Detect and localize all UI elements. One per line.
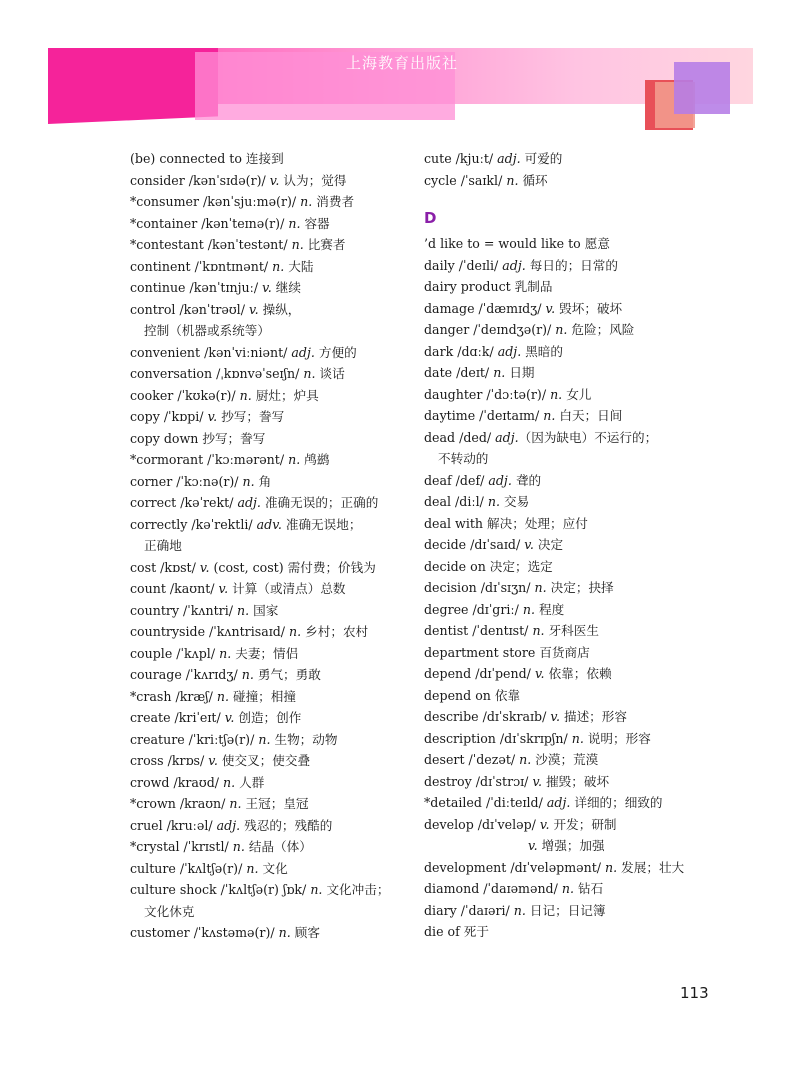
glossary-entry [424, 728, 714, 750]
entry-gloss: 谈话 [315, 366, 345, 381]
glossary-entry [424, 706, 714, 728]
entry-gloss: 详细的；细致的 [570, 795, 663, 810]
entry-head: deal with 解决；处理；应付 [424, 515, 588, 531]
entry-gloss: 大陆 [284, 258, 314, 274]
entry-pos: n. [506, 172, 519, 188]
entry-pos: n. [513, 902, 526, 918]
entry-pos: n. [229, 796, 242, 811]
entry-head: 控制（机器或系统等） [144, 323, 270, 338]
entry-gloss: 碰撞；相撞 [228, 688, 296, 704]
glossary-entry [130, 557, 400, 579]
entry-gloss: 钻石 [574, 881, 604, 896]
glossary-entry [424, 148, 714, 170]
glossary-entry [424, 857, 714, 879]
entry-head: culture shock /ˈkʌltʃə(r) ʃɒk/ [130, 882, 311, 897]
entry-pos: n. [258, 731, 271, 747]
entry-pos: v. [208, 753, 218, 768]
entry-head: cooker /ˈkʊkə(r)/ [130, 387, 240, 403]
entry-head: dark /dɑːk/ [424, 343, 498, 359]
entry-pos: adj. [291, 344, 315, 360]
entry-head: date /deɪt/ [424, 365, 494, 380]
entry-pos: v. [269, 172, 280, 188]
entry-pos: n. [310, 882, 323, 897]
glossary-entry [130, 621, 400, 643]
entry-gloss: 结晶（体） [244, 839, 312, 854]
entry-gloss: 方便的 [314, 344, 357, 360]
glossary-entry [130, 578, 400, 600]
entry-gloss: 毁坏；破坏 [555, 300, 623, 316]
entry-gloss: 王冠；皇冠 [241, 796, 309, 811]
entry-head: desert /ˈdezət/ [424, 752, 520, 767]
entry-pos: n. [223, 774, 236, 790]
entry-head: danger /ˈdeɪndʒə(r)/ [424, 322, 556, 337]
entry-head: customer /ˈkʌstəmə(r)/ [130, 925, 279, 940]
entry-head: ’d like to = would like to 愿意 [424, 236, 610, 251]
entry-gloss: 创造；创作 [234, 710, 302, 725]
entry-gloss: 容器 [300, 215, 330, 231]
glossary-column-right [424, 148, 714, 943]
entry-pos: adj. [237, 495, 261, 510]
glossary-entry [130, 385, 400, 407]
glossary-entry [130, 299, 400, 321]
entry-head: decide on 决定；选定 [424, 558, 553, 574]
entry-gloss: 牙科医生 [544, 623, 599, 638]
entry-head: damage /ˈdæmɪdʒ/ [424, 300, 546, 316]
glossary-entry [130, 342, 400, 364]
glossary-entry [424, 470, 714, 492]
glossary-entry [424, 642, 714, 664]
entry-head: correct /kəˈrekt/ [130, 495, 238, 510]
entry-head: decision /dɪˈsɪʒn/ [424, 580, 535, 595]
glossary-entry [130, 643, 400, 665]
entry-head: cute /kjuːt/ [424, 151, 498, 166]
entry-head: couple /ˈkʌpl/ [130, 645, 220, 661]
entry-gloss: 决定；抉择 [546, 580, 614, 595]
glossary-entry [130, 449, 400, 471]
glossary-entry [130, 686, 400, 708]
entry-head: die of 死于 [424, 924, 489, 939]
glossary-entry [130, 750, 400, 772]
entry-head: description /dɪˈskrɪpʃn/ [424, 730, 572, 746]
glossary-entry [130, 793, 400, 815]
entry-gloss: 可爱的 [520, 151, 563, 166]
glossary-entry [424, 405, 714, 427]
glossary-entry [130, 191, 400, 213]
glossary-entry [424, 384, 714, 406]
entry-pos: adj. [216, 817, 241, 833]
entry-gloss: 决定 [533, 537, 564, 552]
entry-gloss: （因为缺电）不运行的； [518, 429, 658, 445]
glossary-entry [130, 535, 400, 557]
glossary-entry [130, 772, 400, 794]
entry-pos: v. [550, 709, 560, 724]
entry-gloss: 发展；壮大 [617, 859, 685, 875]
entry-gloss: 增强；加强 [537, 838, 605, 853]
glossary-entry [130, 213, 400, 235]
entry-head: courage /ˈkʌrɪdʒ/ [130, 667, 242, 682]
entry-pos: n. [493, 365, 506, 380]
entry-pos: n. [241, 667, 254, 682]
entry-gloss: 残忍的；残酷的 [240, 817, 333, 833]
glossary-entry [424, 319, 714, 341]
entry-gloss: 沙漠；荒漠 [531, 752, 599, 767]
entry-head: dentist /ˈdentɪst/ [424, 623, 533, 638]
glossary-entry [424, 835, 714, 857]
entry-head: daughter /ˈdɔːtə(r)/ [424, 386, 551, 402]
entry-pos: adj. [546, 795, 571, 810]
entry-gloss: 夫妻；情侣 [231, 645, 299, 661]
glossary-entry [130, 901, 400, 923]
entry-pos: v. [528, 838, 538, 853]
entry-head: daily /ˈdeɪli/ [424, 257, 503, 273]
entry-gloss: 文化 [258, 860, 288, 876]
entry-head: *consumer /kənˈsjuːmə(r)/ [130, 194, 301, 209]
publisher-name: 上海教育出版社 [346, 54, 459, 72]
entry-head: depend on 依靠 [424, 687, 521, 703]
entry-pos: n. [291, 237, 304, 252]
entry-pos: n. [242, 473, 255, 489]
glossary-entry [424, 771, 714, 793]
glossary-entry [424, 599, 714, 621]
entry-head: copy /ˈkɒpi/ [130, 409, 208, 424]
entry-head: *cormorant /ˈkɔːmərənt/ [130, 452, 289, 467]
entry-gloss: 角 [254, 473, 272, 489]
glossary-entry [424, 620, 714, 642]
glossary-entry [424, 921, 714, 943]
page-header [0, 0, 800, 140]
glossary-entry [424, 341, 714, 363]
entry-head: continue /kənˈtɪnjuː/ [130, 280, 263, 295]
glossary-entry [424, 749, 714, 771]
entry-pos: n. [522, 601, 536, 617]
entry-pos: v. [534, 666, 545, 681]
glossary-entry [424, 298, 714, 320]
entry-pos: adj. [502, 257, 526, 273]
entry-head: country /ˈkʌntri/ [130, 602, 237, 618]
entry-pos: v. [224, 710, 235, 725]
glossary-d-entries [424, 233, 714, 943]
entry-head: culture /ˈkʌltʃə(r)/ [130, 860, 247, 876]
entry-head: dairy product 乳制品 [424, 279, 553, 294]
entry-head: *crown /kraʊn/ [130, 796, 230, 811]
entry-pos: v. [262, 280, 272, 295]
entry-head: cross /krɒs/ [130, 753, 209, 768]
entry-pos: n. [543, 408, 556, 423]
glossary-entry [130, 277, 400, 299]
entry-gloss: 准确无误的；正确的 [260, 495, 379, 510]
entry-gloss: 计算（或清点）总数 [228, 581, 346, 596]
glossary-entry [424, 448, 714, 470]
glossary-entry [424, 814, 714, 836]
entry-head: consider /kənˈsɪdə(r)/ [130, 172, 270, 188]
entry-pos: n. [219, 645, 232, 661]
entry-head: develop /dɪˈveləp/ [424, 816, 540, 832]
entry-head: corner /ˈkɔːnə(r)/ [130, 473, 243, 489]
entry-head: dead /ded/ [424, 429, 496, 445]
entry-gloss: 国家 [249, 602, 279, 618]
entry-head: depend /dɪˈpend/ [424, 666, 535, 681]
entry-pos: v. [545, 300, 556, 316]
entry-head: diary /ˈdaɪəri/ [424, 902, 514, 918]
entry-gloss: 危险；风险 [567, 322, 635, 337]
glossary-entry [424, 792, 714, 814]
entry-head: continent /ˈkɒntɪnənt/ [130, 258, 273, 274]
glossary-entry [130, 836, 400, 858]
entry-pos: n. [534, 580, 547, 595]
glossary-entry [130, 406, 400, 428]
glossary-entry [424, 556, 714, 578]
entry-pos: n. [303, 366, 316, 381]
glossary-entry [424, 255, 714, 277]
glossary-entry [130, 492, 400, 514]
entry-gloss: 黑暗的 [521, 343, 563, 359]
entry-gloss: 操纵， [258, 301, 301, 317]
entry-pos: n. [236, 602, 250, 618]
entry-gloss: 使交叉；使交叠 [217, 753, 311, 768]
entry-head: degree /dɪˈgriː/ [424, 601, 523, 617]
glossary-entry [130, 729, 400, 751]
entry-head: 不转动的 [438, 451, 489, 466]
entry-gloss: 生物；动物 [270, 731, 338, 747]
section-letter: D [424, 209, 437, 227]
entry-gloss: 描述；形容 [559, 709, 627, 724]
entry-gloss: 程度 [535, 601, 565, 617]
entry-pos: n. [300, 194, 313, 209]
entry-head: (be) connected to 连接到 [130, 151, 284, 166]
entry-head: create /kriˈeɪt/ [130, 710, 225, 725]
page-number: 113 [680, 984, 709, 1002]
entry-head: describe /dɪˈskraɪb/ [424, 709, 551, 724]
entry-head: cost /kɒst/ [130, 559, 200, 575]
entry-head: control /kənˈtrəʊl/ [130, 301, 249, 317]
glossary-entry [130, 879, 400, 901]
glossary-entry [130, 815, 400, 837]
entry-gloss: 抄写；誊写 [217, 409, 285, 424]
entry-pos: n. [487, 494, 501, 509]
header-band-dark [48, 48, 218, 124]
glossary-entry [424, 491, 714, 513]
entry-pos: n. [246, 860, 259, 876]
glossary-entry [424, 685, 714, 707]
glossary-entry [130, 428, 400, 450]
entry-gloss: 准确无误地； [281, 516, 362, 532]
glossary-entry [130, 514, 400, 536]
entry-pos: n. [272, 258, 285, 274]
glossary-entry [424, 427, 714, 449]
entry-pos: n. [555, 322, 568, 337]
entry-pos: n. [288, 215, 301, 231]
entry-head: department store 百货商店 [424, 644, 590, 660]
entry-pos: adj. [497, 151, 521, 166]
glossary-entry [130, 707, 400, 729]
glossary-entry [424, 900, 714, 922]
entry-head: *crash /kræʃ/ [130, 688, 217, 704]
entry-head: cycle /ˈsaɪkl/ [424, 172, 507, 188]
entry-head: crowd /kraʊd/ [130, 774, 224, 790]
entry-pos: v. [207, 409, 218, 424]
entry-pos: v. [539, 816, 550, 832]
glossary-entry [130, 234, 400, 256]
decor-square-purple [674, 62, 730, 114]
entry-head: conversation /ˌkɒnvəˈseɪʃn/ [130, 366, 304, 381]
entry-pos: n. [561, 881, 574, 896]
entry-pos: n. [232, 839, 245, 854]
entry-pos: n. [216, 688, 229, 704]
glossary-entry [130, 320, 400, 342]
entry-gloss: 女儿 [562, 386, 592, 402]
glossary-entry [130, 664, 400, 686]
entry-pos: n. [532, 623, 545, 638]
entry-pos: adj. [497, 343, 522, 359]
entry-gloss: 每日的；日常的 [525, 257, 618, 273]
entry-head: countryside /ˈkʌntrisaɪd/ [130, 624, 290, 639]
entry-gloss: 鸬鹚 [300, 452, 330, 467]
entry-head: convenient /kənˈviːniənt/ [130, 344, 292, 360]
glossary-entry [130, 858, 400, 880]
entry-pos: n. [550, 386, 563, 402]
entry-gloss: 勇气；勇敢 [253, 667, 321, 682]
entry-pos: v. [248, 301, 259, 317]
entry-head: count /kaʊnt/ [130, 581, 219, 596]
glossary-entry [424, 878, 714, 900]
entry-pos: n. [605, 859, 618, 875]
entry-head: creature /ˈkriːtʃə(r)/ [130, 731, 259, 747]
entry-gloss: 白天；日间 [555, 408, 623, 423]
glossary-entry [424, 233, 714, 255]
entry-head: deaf /def/ [424, 472, 489, 488]
entry-head: diamond /ˈdaɪəmənd/ [424, 881, 562, 896]
entry-gloss: 消费者 [312, 194, 355, 209]
entry-pos: v. [218, 581, 229, 596]
entry-pos: adv. [256, 516, 282, 532]
entry-head: *container /kənˈteɪnə(r)/ [130, 215, 289, 231]
entry-head: destroy /dɪˈstrɔɪ/ [424, 773, 533, 789]
entry-pos: n. [288, 452, 301, 467]
glossary-column-left [130, 148, 400, 944]
entry-gloss: 继续 [271, 280, 301, 295]
entry-head: cruel /kruːəl/ [130, 817, 217, 833]
glossary-entry [130, 922, 400, 944]
entry-pos: n. [278, 925, 291, 940]
entry-head: daytime /ˈdeɪtaɪm/ [424, 408, 544, 423]
glossary-c-continued [424, 148, 714, 191]
glossary-entry [424, 513, 714, 535]
entry-gloss: 人群 [235, 774, 265, 790]
entry-gloss: 日期 [505, 365, 535, 380]
glossary-entry [130, 471, 400, 493]
glossary-entry [130, 600, 400, 622]
glossary-entry [130, 148, 400, 170]
glossary-entry [424, 170, 714, 192]
entry-head: 文化休克 [144, 903, 195, 919]
section-gap [424, 191, 714, 205]
entry-head: *contestant /kənˈtestənt/ [130, 237, 292, 252]
entry-gloss: 乡村；农村 [301, 624, 369, 639]
entry-head: 正确地 [144, 538, 182, 553]
glossary-entry [424, 534, 714, 556]
entry-gloss: 厨灶；炉具 [251, 387, 319, 403]
entry-gloss: 循环 [518, 172, 548, 188]
entry-gloss: 比赛者 [303, 237, 346, 252]
entry-gloss: 交易 [500, 494, 530, 509]
entry-head: *detailed /ˈdiːteɪld/ [424, 795, 547, 810]
entry-gloss: 开发；研制 [549, 816, 617, 832]
entry-gloss: 依靠；依赖 [544, 666, 612, 681]
entry-pos: n. [571, 730, 584, 746]
entry-gloss: 聋的 [511, 472, 542, 488]
entry-pos: n. [239, 387, 252, 403]
entry-pos: v. [199, 559, 210, 575]
entry-head: deal /diːl/ [424, 494, 488, 509]
entry-gloss: 摧毁；破坏 [542, 773, 610, 789]
glossary-entry [130, 363, 400, 385]
glossary-entry [424, 663, 714, 685]
entry-head: correctly /kəˈrektli/ [130, 516, 257, 532]
entry-gloss: 顾客 [290, 925, 320, 940]
glossary-entry [424, 276, 714, 298]
entry-head: decide /dɪˈsaɪd/ [424, 537, 525, 552]
glossary-entry [424, 577, 714, 599]
entry-pos: n. [519, 752, 532, 767]
entry-pos: v. [524, 537, 534, 552]
entry-head: development /dɪˈveləpmənt/ [424, 859, 606, 875]
entry-pos: adj. [488, 472, 512, 488]
entry-pos: n. [289, 624, 302, 639]
entry-gloss: 说明；形容 [583, 730, 651, 746]
entry-pos: v. [532, 773, 543, 789]
entry-head: copy down 抄写；誊写 [130, 430, 266, 446]
glossary-entry [130, 170, 400, 192]
entry-gloss: 文化冲击； [322, 882, 390, 897]
entry-gloss: 日记；日记簿 [525, 902, 606, 918]
entry-pos: adj. [495, 429, 519, 445]
entry-head: *crystal /ˈkrɪstl/ [130, 839, 233, 854]
entry-gloss: (cost, cost) 需付费；价钱为 [209, 559, 376, 575]
glossary-entry [424, 362, 714, 384]
entry-gloss: 认为；觉得 [279, 172, 347, 188]
glossary-entry [130, 256, 400, 278]
